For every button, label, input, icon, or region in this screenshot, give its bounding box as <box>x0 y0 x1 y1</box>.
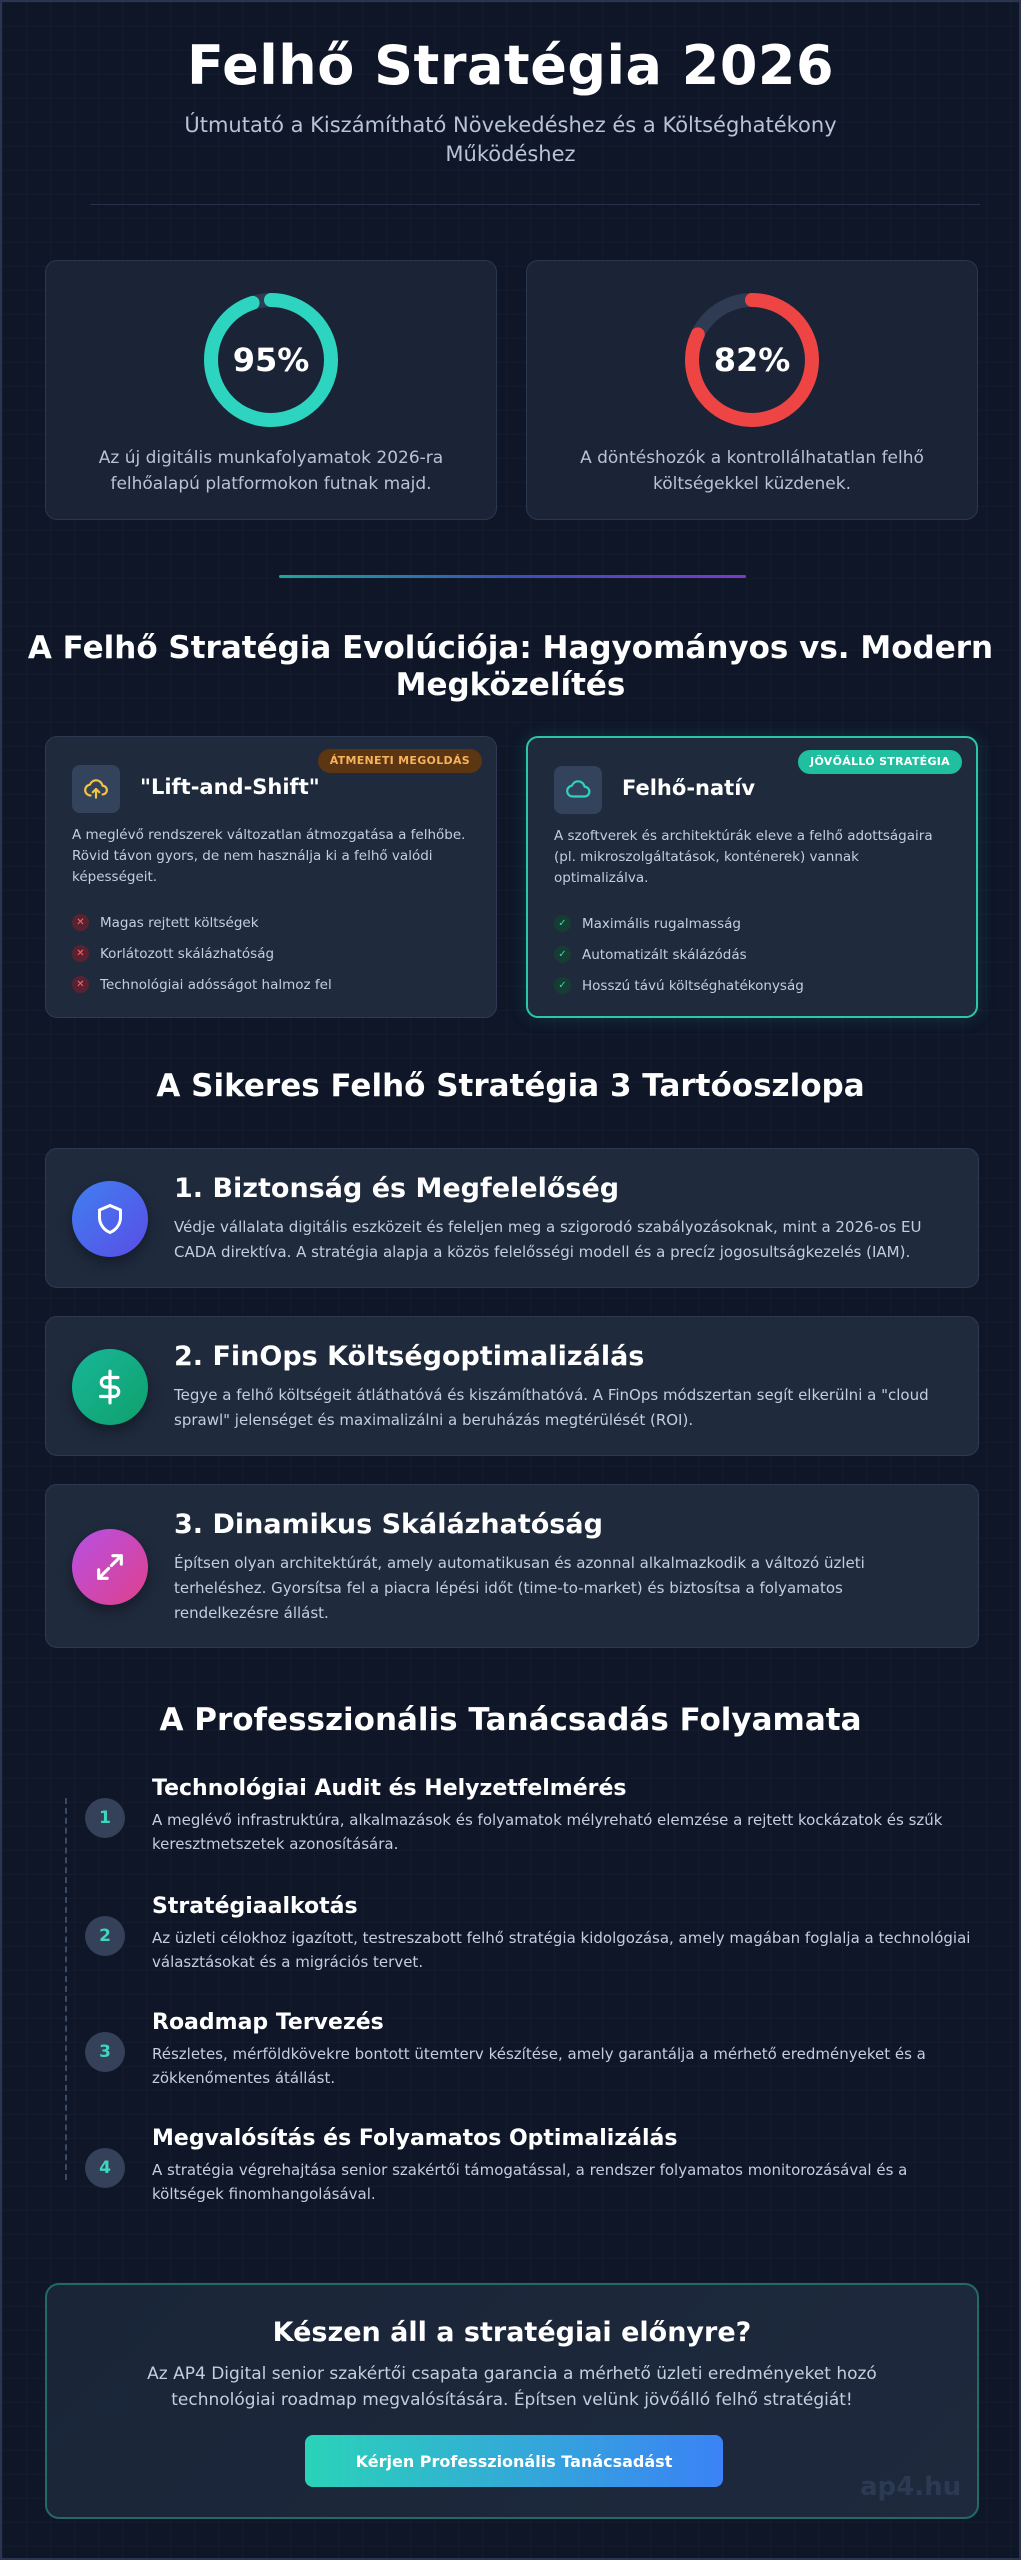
stat-description: Az új digitális munkafolyamatok 2026-ra felhőalapú platformokon futnak majd. <box>98 448 444 494</box>
expand-arrows-icon <box>72 1529 148 1605</box>
list-item <box>554 939 804 970</box>
consultation-request-button[interactable]: Kérjen Professzionális Tanácsadást <box>305 2435 723 2487</box>
pillar-card-security <box>45 1148 979 1288</box>
progress-ring <box>681 289 823 431</box>
process-timeline <box>65 1798 67 2180</box>
pillar-description: Védje vállalata digitális eszközeit és feleljen meg a szigorodó szabályozásoknak, mint a 2026-os EU CADA direktíva. A stratégia alapja a közös felelősségi modell és a precíz jogosultságkezelés (IAM). <box>174 1218 922 1261</box>
approach-description: A szoftverek és architektúrák eleve a felhő adottságaira (pl. mikroszolgáltatások, konténerek) vannak optimalizálva. <box>554 828 933 886</box>
cta-title: Készen áll a stratégiai előnyre? <box>272 2317 752 2348</box>
drawbacks-list <box>72 907 332 1000</box>
step-number: 2 <box>85 1916 125 1956</box>
comparison-card-cloud-native <box>526 736 978 1018</box>
status-badge: ÁTMENETI MEGOLDÁS <box>318 749 482 773</box>
list-item-label: Korlátozott skálázhatóság <box>100 945 275 962</box>
step-number: 1 <box>85 1798 125 1838</box>
header <box>2 34 1019 169</box>
cross-icon: ✕ <box>72 976 89 993</box>
step-number: 3 <box>85 2032 125 2072</box>
list-item-label: Technológiai adósságot halmoz fel <box>100 976 332 993</box>
approach-name: Felhő-natív <box>622 776 756 800</box>
pillar-description: Építsen olyan architektúrát, amely automatikusan és azonnal alkalmazkodik a változó üzleti terheléshez. Gyorsítsa fel a piacra lépési időt (time-to-market) és biztosítsa a folyamatos rendelkezésre állást. <box>174 1554 865 1622</box>
stat-percentage: 82% <box>713 341 791 379</box>
pillar-title: 1. Biztonság és Megfelelőség <box>174 1173 620 1204</box>
step-description: A stratégia végrehajtása senior szakértői támogatással, a rendszer folyamatos monitorozásával és a költségek finomhangolásával. <box>152 2161 908 2203</box>
step-description: Az üzleti célokhoz igazított, testreszabott felhő stratégia kidolgozása, amely magában foglalja a technológiai választásokat és a migrációs tervet. <box>152 1929 971 1971</box>
list-item-label: Automatizált skálázódás <box>582 946 747 963</box>
list-item <box>72 969 332 1000</box>
pillar-title: 3. Dinamikus Skálázhatóság <box>174 1509 603 1540</box>
pillar-description: Tegye a felhő költségeit átláthatóvá és kiszámíthatóvá. A FinOps módszertan segít elkerülni a "cloud sprawl" jelenséget és maximalizálni a beruházás megtérülését (ROI). <box>174 1386 929 1429</box>
approach-name: "Lift-and-Shift" <box>140 775 320 799</box>
cloud-upload-icon <box>72 765 120 813</box>
list-item <box>554 970 804 1001</box>
pillar-title: 2. FinOps Költségoptimalizálás <box>174 1341 645 1372</box>
cloud-icon <box>554 766 602 814</box>
cta-box <box>45 2283 979 2519</box>
cta-description: Az AP4 Digital senior szakértői csapata garancia a mérhető üzleti eredményeket hozó technológiai roadmap megvalósítására. Építsen velünk jövőálló felhő stratégiát! <box>147 2364 877 2410</box>
list-item <box>554 908 804 939</box>
page-title: Felhő Stratégia 2026 <box>186 34 835 97</box>
step-description: A meglévő infrastruktúra, alkalmazások és folyamatok mélyreható elemzése a rejtett kockázatok és szűk keresztmetszetek azonosítására. <box>152 1811 943 1853</box>
section-divider <box>279 575 746 578</box>
approach-description: A meglévő rendszerek változatlan átmozgatása a felhőbe. Rövid távon gyors, de nem használja ki a felhő valódi képességeit. <box>72 827 466 885</box>
stat-card-cloud-costs <box>526 260 978 520</box>
benefits-list <box>554 908 804 1001</box>
list-item-label: Hosszú távú költséghatékonyság <box>582 977 804 994</box>
header-divider <box>90 204 980 205</box>
page-subtitle: Útmutató a Kiszámítható Növekedéshez és a Költséghatékony Működéshez <box>184 113 837 166</box>
brand-watermark: ap4.hu <box>860 2472 962 2502</box>
step-number: 4 <box>85 2148 125 2188</box>
list-item-label: Maximális rugalmasság <box>582 915 741 932</box>
step-title: Megvalósítás és Folyamatos Optimalizálás <box>152 2126 678 2151</box>
pillar-card-finops <box>45 1316 979 1456</box>
progress-ring <box>200 289 342 431</box>
step-title: Technológiai Audit és Helyzetfelmérés <box>152 1776 627 1801</box>
dollar-icon <box>72 1349 148 1425</box>
step-description: Részletes, mérföldkövekre bontott ütemterv készítése, amely garantálja a mérhető eredményeket és a zökkenőmentes átállást. <box>152 2045 926 2087</box>
status-badge: JÖVŐÁLLÓ STRATÉGIA <box>798 750 962 774</box>
comparison-card-lift-and-shift <box>45 736 497 1018</box>
pillar-card-scalability <box>45 1484 979 1648</box>
process-title: A Professzionális Tanácsadás Folyamata <box>159 1702 862 1738</box>
stat-percentage: 95% <box>232 341 310 379</box>
step-title: Roadmap Tervezés <box>152 2010 384 2035</box>
pillars-title: A Sikeres Felhő Stratégia 3 Tartóoszlopa <box>156 1068 865 1104</box>
shield-icon <box>72 1181 148 1257</box>
step-title: Stratégiaalkotás <box>152 1894 358 1919</box>
check-icon: ✓ <box>554 915 571 932</box>
stat-card-cloud-workflows <box>45 260 497 520</box>
cross-icon: ✕ <box>72 914 89 931</box>
check-icon: ✓ <box>554 946 571 963</box>
list-item <box>72 938 332 969</box>
list-item <box>72 907 332 938</box>
check-icon: ✓ <box>554 977 571 994</box>
list-item-label: Magas rejtett költségek <box>100 914 259 931</box>
comparison-title: A Felhő Stratégia Evolúciója: Hagyományos vs. Modern Megközelítés <box>27 630 994 703</box>
cross-icon: ✕ <box>72 945 89 962</box>
stat-description: A döntéshozók a kontrollálhatatlan felhő költségekkel küzdenek. <box>580 448 924 494</box>
